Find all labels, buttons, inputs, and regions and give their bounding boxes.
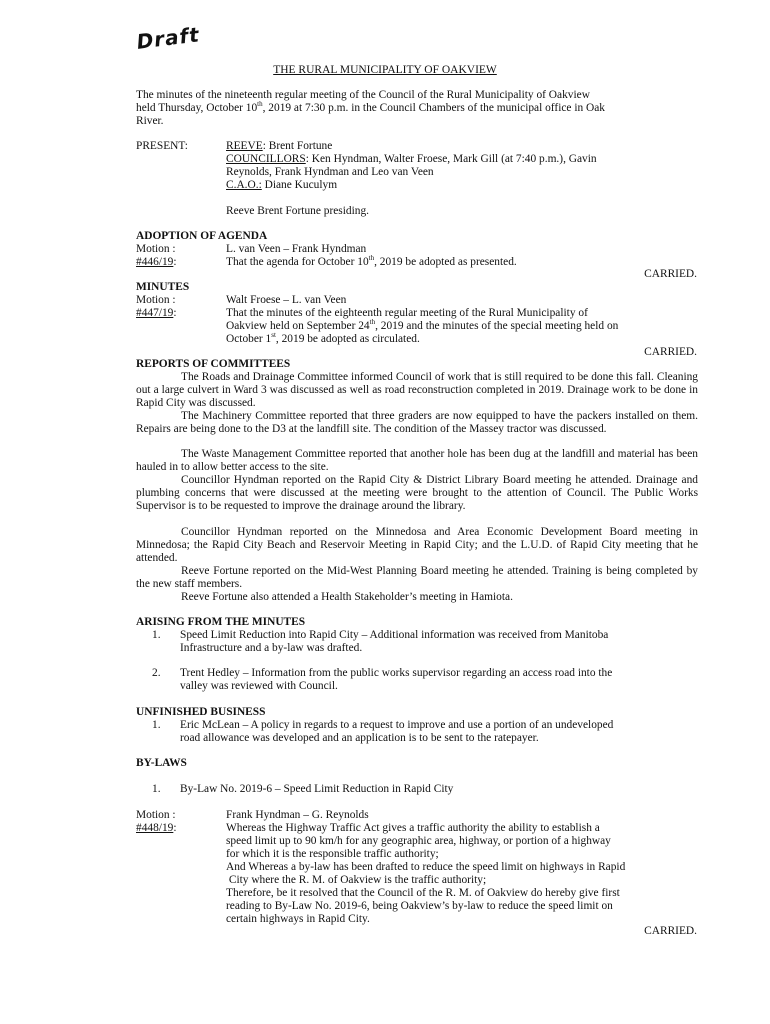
bylaw-item-title: By-Law No. 2019-6 – Speed Limit Reduction in Rapid City [180,783,454,795]
arising-heading: ARISING FROM THE MINUTES [136,616,306,628]
arising-item: Speed Limit Reduction into Rapid City – Additional information was received from Manitoba Infrastructure and a by-law was drafted. [180,629,609,654]
bylaw-carried: CARRIED. [644,925,697,937]
attendance-block [226,140,698,192]
intro-line-2: held Thursday, October 10th, 2019 at 7:30 p.m. in the Council Chambers of the municipal office in Oak [136,100,606,114]
councillors-line: COUNCILLORS: Ken Hyndman, Walter Froese, Mark Gill (at 7:40 p.m.), Gavin [226,153,597,165]
bylaw-motion-label: Motion : [136,809,176,821]
agenda-motion-number: #446/19: [136,256,177,268]
agenda-motion-text: That the agenda for October 10th, 2019 be adopted as presented. [226,254,517,268]
minutes-motion-number: #447/19: [136,307,177,319]
unfinished-heading: UNFINISHED BUSINESS [136,706,266,718]
bylaw-item-number: 1. [152,783,161,795]
bylaw-movers: Frank Hyndman – G. Reynolds [226,809,369,821]
reports-heading: REPORTS OF COMMITTEES [136,358,291,370]
report-machinery: The Machinery Committee reported that three graders are now equipped to have the packers installed on them. Repairs are being done to the D3 at the landfill site. The condition of the Massey tractor was discussed. [136,410,698,435]
draft-watermark: Draft [135,22,201,54]
minutes-heading: MINUTES [136,281,190,293]
intro-line-1: The minutes of the nineteenth regular meeting of the Council of the Rural Municipality of Oakview [136,89,590,101]
agenda-motion-label: Motion : [136,243,176,255]
report-waste-management: The Waste Management Committee reported that another hole has been dug at the landfill and material has been hauled in to allow better access to the site. [136,448,698,473]
report-economic-development: Councillor Hyndman reported on the Minnedosa and Area Economic Development Board meeting in Minnedosa; the Rapid City Beach and Reservoir Meeting in Rapid City; and the L.U.D. of Rapid City meeting that he attended. [136,526,698,564]
document-title: THE RURAL MUNICIPALITY OF OAKVIEW [273,64,497,76]
bylaw-motion-text: Whereas the Highway Traffic Act gives a traffic authority the ability to establish a speed limit up to 90 km/h for any geographic area, highway, or portion of a highway for which it is the responsible traffic authority; And Whereas a by-law has been drafted to reduce the speed limit on highways in Rapid City where the R. M. of Oakview is the traffic authority; Therefore, be it resolved that the Council of the R. M. of Oakview do hereby give first reading to By-Law No. 2019-6, being Oakview’s by-law to reduce the speed limit on certain highways in Rapid City. [226,822,626,925]
councillors-line-2: Reynolds, Frank Hyndman and Leo van Veen [226,166,434,178]
agenda-heading: ADOPTION OF AGENDA [136,230,268,242]
minutes-motion-text: That the minutes of the eighteenth regular meeting of the Rural Municipality of Oakview held on September 24th, 2019 and the minutes of the special meeting held on October 1st, 2019 be adopted as circulated. [226,307,619,345]
arising-item: Trent Hedley – Information from the public works supervisor regarding an access road into the valley was reviewed with Council. [180,667,613,692]
cao-line: C.A.O.: Diane Kuculym [226,179,338,191]
arising-item-number: 2. [152,667,161,679]
report-planning-board: Reeve Fortune reported on the Mid-West Planning Board meeting he attended. Training is being completed by the new staff members. [136,565,698,590]
present-label: PRESENT: [136,140,188,152]
presiding-line: Reeve Brent Fortune presiding. [226,205,369,217]
report-library-board: Councillor Hyndman reported on the Rapid City & District Library Board meeting he attended. Drainage and plumbing concerns that were discussed at the meeting were brought to the attention of Council. The Public Works Supervisor is to be requested to improve the drainage around the library. [136,474,698,512]
intro-line-3: River. [136,115,164,127]
agenda-carried: CARRIED. [644,268,697,280]
report-health-stakeholder: Reeve Fortune also attended a Health Stakeholder’s meeting in Hamiota. [181,591,513,603]
minutes-carried: CARRIED. [644,346,697,358]
minutes-movers: Walt Froese – L. van Veen [226,294,347,306]
unfinished-item-number: 1. [152,719,161,731]
intro-paragraph [136,89,696,128]
report-roads-drainage: The Roads and Drainage Committee informed Council of work that is still required to be done this fall. Cleaning out a large culvert in Ward 3 was discussed as well as road reconstruction completed in 2019. Drainage work to be done in Rapid City was discussed. [136,371,698,409]
minutes-motion-label: Motion : [136,294,176,306]
agenda-movers: L. van Veen – Frank Hyndman [226,243,367,255]
arising-item-number: 1. [152,629,161,641]
bylaws-heading: BY-LAWS [136,757,187,769]
unfinished-item: Eric McLean – A policy in regards to a request to improve and use a portion of an undeveloped road allowance was developed and an application is to be sent to the ratepayer. [180,719,614,744]
reeve-line: REEVE: Brent Fortune [226,140,333,152]
bylaw-motion-number: #448/19: [136,822,177,834]
